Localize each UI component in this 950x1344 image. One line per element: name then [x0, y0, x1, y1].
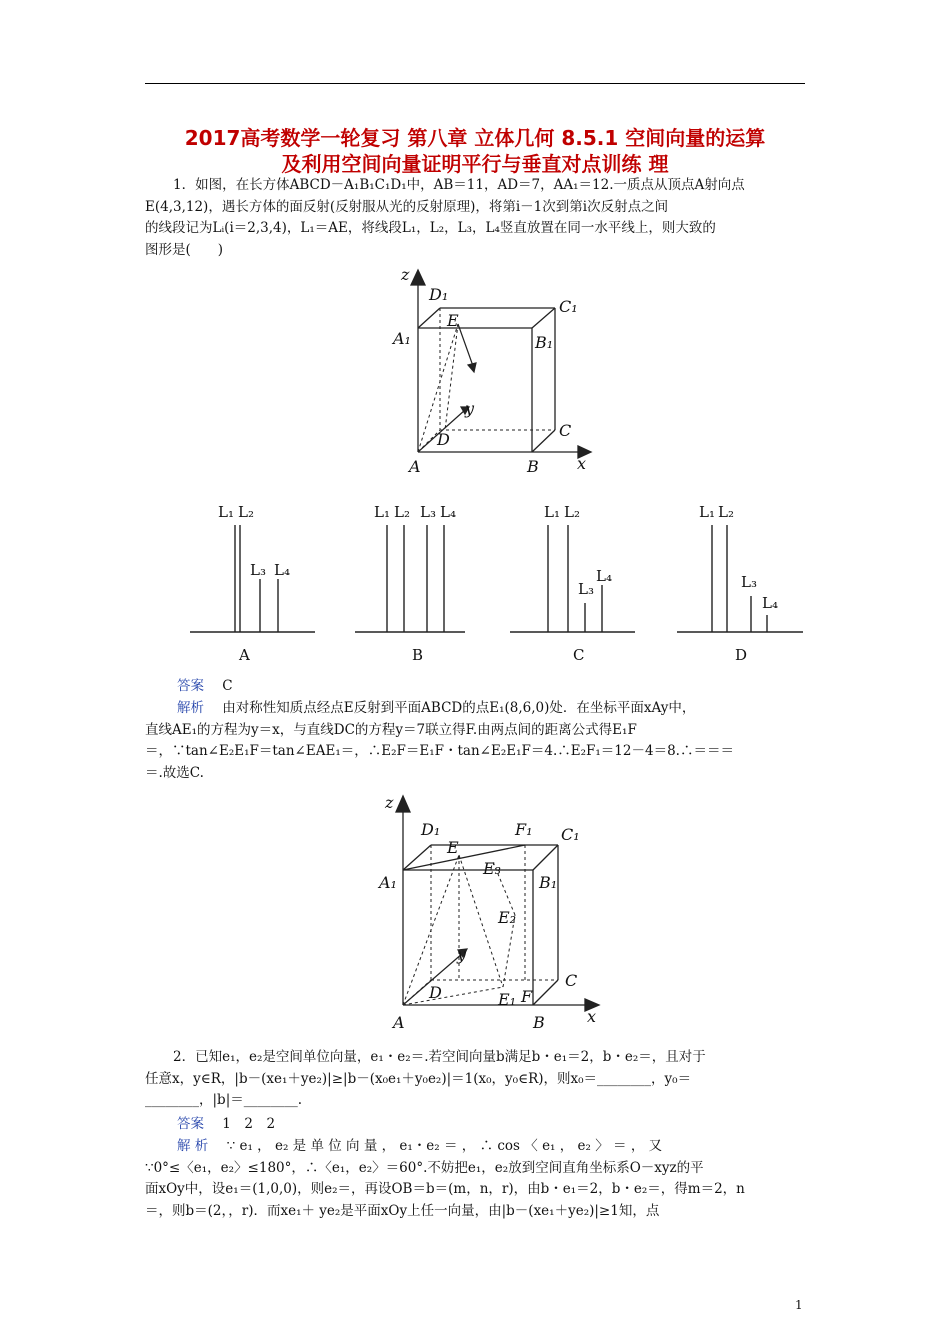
q2-analysis-label: 解 析 [177, 1138, 209, 1154]
q1-analysis-line: ＝，∵tan∠E₂E₁F＝tan∠EAE₁＝，∴E₂F＝E₁F・tan∠E₂E₁F＝4.∴E₂F₁＝12－4＝8.∴＝＝＝ [145, 743, 734, 759]
optC-label-L4: L₄ [596, 567, 612, 585]
fig1-label-E: E [447, 311, 459, 330]
header-rule [145, 83, 805, 84]
optB-label-L2: L₂ [394, 503, 410, 521]
q2-answer-label: 答案 [177, 1116, 204, 1132]
optA-label-L4: L₄ [274, 561, 290, 579]
optB-label-L4: L₄ [440, 503, 456, 521]
fig2-label-F: F [521, 987, 533, 1006]
fig1-label-D: D [437, 430, 450, 449]
figure-cuboid-1 [385, 262, 600, 484]
q2-line: ________，|b|＝________. [145, 1092, 303, 1108]
optD-letter: D [735, 646, 748, 664]
optA-label-L3: L₃ [250, 561, 266, 579]
fig2-label-F1: F₁ [515, 820, 533, 839]
q2-line: 任意x，y∈R，|b－(xe₁＋ye₂)|≥|b－(x₀e₁＋y₀e₂)|＝1(x₀，y₀∈R)，则x₀＝________，y₀＝ [145, 1070, 692, 1087]
optA-letter: A [239, 646, 250, 664]
q2-answer-value: 1 2 2 [222, 1116, 276, 1132]
doc-title-line1: 2017高考数学一轮复习 第八章 立体几何 8.5.1 空间向量的运算 [184, 126, 766, 150]
page-number: 1 [795, 1298, 803, 1312]
q1-line: E(4,3,12)，遇长方体的面反射(反射服从光的反射原理)，将第i－1次到第i次反射点之间 [145, 198, 669, 215]
q1-answer-label: 答案 [177, 678, 204, 694]
optA-label-L2: L₂ [238, 503, 254, 521]
fig2-label-C1: C₁ [561, 825, 580, 844]
figure-cuboid-2 [363, 790, 613, 1040]
fig2-label-B: B [533, 1013, 545, 1032]
fig2-label-D: D [429, 983, 442, 1002]
optB-label-L3: L₃ [420, 503, 436, 521]
q2-answer [145, 1114, 805, 1136]
doc-title-line2: 及利用空间向量证明平行与垂直对点训练 理 [281, 152, 669, 176]
optB-label-L1: L₁ [374, 503, 390, 521]
fig2-label-B1: B₁ [539, 873, 558, 892]
q2-analysis-line: 面xOy中，设e₁＝(1,0,0)，则e₂＝，再设OB＝b＝(m，n，r)，由b・e₁＝2，b・e₂＝，得m＝2，n [145, 1181, 745, 1197]
fig2-label-E2: E₂ [498, 908, 517, 927]
q1-line: 的线段记为Lᵢ(i＝2,3,4)，L₁＝AE，将线段L₁，L₂，L₃，L₄竖直放置在同一水平线上，则大致的 [145, 220, 716, 236]
fig2-label-E3: E₃ [483, 859, 502, 878]
optD-label-L2: L₂ [718, 503, 734, 521]
fig2-label-D1: D₁ [421, 820, 441, 839]
fig1-label-C1: C₁ [559, 297, 578, 316]
q1-text [145, 175, 805, 261]
fig1-label-B: B [527, 457, 539, 476]
q1-analysis-label: 解析 [177, 700, 204, 716]
fig1-label-A1: A₁ [393, 329, 411, 348]
q2-text [145, 1047, 805, 1112]
q1-analysis-line: 直线AE₁的方程为y＝x，与直线DC的方程y＝7联立得F.由两点间的距离公式得E₁F [145, 721, 637, 738]
optC-label-L3: L₃ [578, 580, 594, 598]
optC-label-L1: L₁ [544, 503, 560, 521]
fig1-label-D1: D₁ [429, 285, 449, 304]
q2-analysis-line: ∵0°≤〈e₁，e₂〉≤180°，∴〈e₁，e₂〉＝60°.不妨把e₁，e₂放到空间直角坐标系O－xyz的平 [145, 1159, 704, 1176]
q1-analysis-line: 由对称性知质点经点E反射到平面ABCD的点E₁(8,6,0)处．在坐标平面xAy中， [222, 700, 696, 716]
fig1-label-B1: B₁ [535, 333, 554, 352]
optC-label-L2: L₂ [564, 503, 580, 521]
optC-letter: C [573, 646, 585, 664]
q2-analysis-line: ＝，则b＝(2，，r)．而xe₁＋ ye₂是平面xOy上任一向量，由|b－(xe₁＋ye₂)|≥1知，点 [145, 1202, 660, 1219]
q1-line: 1．如图，在长方体ABCD－A₁B₁C₁D₁中，AB＝11，AD＝7，AA₁＝12.一质点从顶点A射向点 [173, 177, 745, 193]
optD-label-L1: L₁ [699, 503, 715, 521]
q1-line: 图形是( ) [145, 241, 224, 258]
fig2-label-x: x [587, 1007, 597, 1026]
fig2-label-y: y [457, 945, 467, 964]
fig1-label-x: x [577, 454, 587, 473]
fig2-label-z: z [385, 793, 394, 812]
q1-analysis [145, 698, 805, 784]
fig2-label-E: E [447, 838, 459, 857]
fig1-label-y: y [465, 399, 475, 418]
optD-label-L4: L₄ [762, 594, 778, 612]
q2-analysis [145, 1136, 805, 1222]
fig2-label-A: A [393, 1013, 405, 1032]
fig2-label-E1: E₁ [498, 990, 517, 1009]
fig1-label-A: A [409, 457, 421, 476]
q1-analysis-line: ＝.故选C. [145, 764, 204, 781]
q2-line: 2．已知e₁，e₂是空间单位向量，e₁・e₂＝.若空间向量b满足b・e₁＝2，b・e₂＝，且对于 [173, 1049, 706, 1065]
optD-label-L3: L₃ [741, 573, 757, 591]
optA-label-L1: L₁ [218, 503, 234, 521]
q2-analysis-line: ∵ e₁ ， e₂ 是 单 位 向 量 ， e₁・e₂ ＝ ， ∴ cos 〈 e₁ ， e₂ 〉 ＝ ， 又 [226, 1138, 663, 1154]
fig1-label-z: z [401, 265, 410, 284]
options-figure [175, 495, 815, 670]
fig2-label-A1: A₁ [379, 873, 397, 892]
fig2-label-C: C [565, 971, 578, 990]
optB-letter: B [412, 646, 424, 664]
q1-answer [145, 676, 805, 698]
fig1-label-C: C [559, 421, 572, 440]
q1-answer-value: C [222, 678, 233, 694]
